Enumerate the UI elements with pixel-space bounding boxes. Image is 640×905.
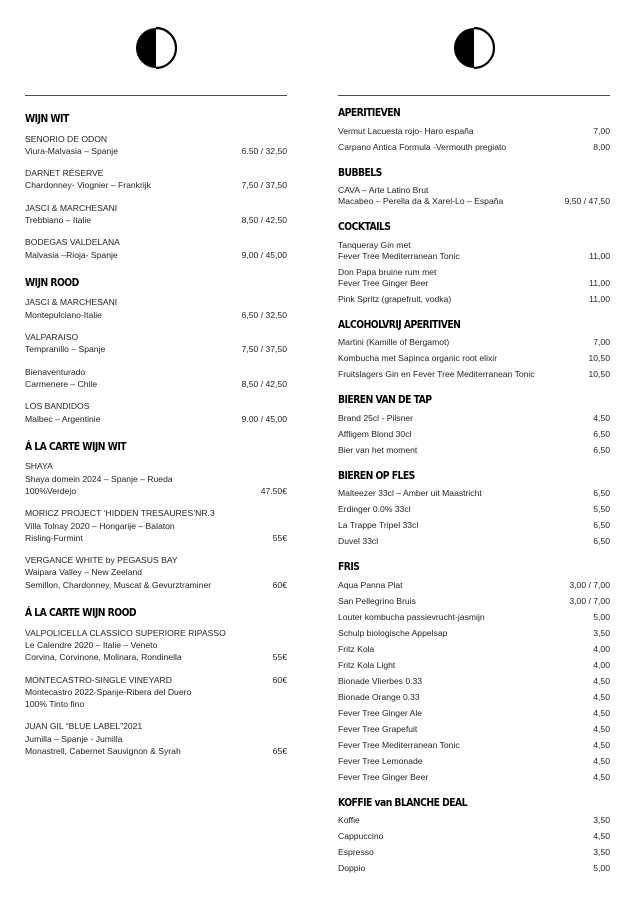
menu-item-price: 3,00 / 7,00 bbox=[569, 595, 610, 606]
menu-item-name: Louter kombucha passievrucht-jasmijn bbox=[338, 611, 485, 622]
menu-item-price: 9.00 / 45,00 bbox=[241, 413, 287, 424]
menu-item-name: Corvina, Corvinone, Molinara, Rondinella bbox=[25, 652, 182, 663]
section-items-bubbels bbox=[338, 185, 610, 207]
menu-item-price: 11,00 bbox=[589, 277, 610, 288]
menu-item-price: 7,00 bbox=[593, 125, 610, 136]
menu-item-name: Trebbiano – Italie bbox=[25, 215, 92, 226]
section-items-alcoholvrij-aperitiven bbox=[338, 337, 610, 380]
menu-item-name: Fever Tree Ginger Beer bbox=[338, 277, 429, 288]
menu-item-name: Montecastro 2022-Spanje-Ribera del Duero bbox=[25, 686, 192, 697]
menu-item-line bbox=[25, 179, 287, 191]
spacer bbox=[25, 390, 287, 400]
menu-item-price: 5,00 bbox=[593, 863, 610, 874]
section-header-bubbels: BUBBELS bbox=[338, 166, 382, 179]
menu-item-name: Fritz Kola Light bbox=[338, 659, 396, 670]
menu-item-name: Fruitslagers Gin en Fever Tree Mediterranean Tonic bbox=[338, 369, 535, 380]
menu-item-line bbox=[25, 532, 287, 544]
menu-item-line bbox=[338, 429, 610, 440]
menu-item-price: 4,50 bbox=[593, 755, 610, 766]
menu-item-line bbox=[338, 185, 610, 196]
menu-item-name: 100% Tinto fino bbox=[25, 699, 85, 710]
menu-item-line bbox=[338, 863, 610, 874]
menu-item-name: Duvel 33cl bbox=[338, 536, 379, 547]
menu-item-line bbox=[338, 337, 610, 348]
menu-item-line bbox=[338, 126, 610, 137]
menu-item-line bbox=[338, 251, 610, 262]
menu-item-name: JASCI & MARCHESANI bbox=[25, 297, 118, 308]
menu-item-price: 6,50 bbox=[593, 536, 610, 547]
section-items-aperitieven bbox=[338, 126, 610, 153]
menu-item-price: 3,50 bbox=[593, 847, 610, 858]
menu-item-name: Malvasia –Rioja- Spanje bbox=[25, 249, 118, 260]
half-filled-circle-c-logo-icon bbox=[133, 25, 179, 71]
logo-right bbox=[338, 0, 610, 95]
menu-item-name: VERGANCE WHITE by PEGASUS BAY bbox=[25, 555, 178, 566]
spacer bbox=[25, 544, 287, 554]
spacer bbox=[25, 591, 287, 608]
menu-item-name: Espresso bbox=[338, 847, 374, 858]
menu-item-line bbox=[338, 294, 610, 305]
menu-item-price: 3,00 / 7,00 bbox=[569, 579, 610, 590]
spacer bbox=[25, 192, 287, 202]
menu-item-price: 3,50 bbox=[593, 627, 610, 638]
menu-item-name: Fever Tree Mediterranean Tonic bbox=[338, 250, 460, 261]
menu-item-line bbox=[25, 413, 287, 425]
menu-item-name: DARNET RÉSERVE bbox=[25, 168, 104, 179]
menu-item-price: 6,50 bbox=[593, 444, 610, 455]
menu-item-price: 5,00 bbox=[593, 611, 610, 622]
menu-item-price: 47.50€ bbox=[260, 485, 287, 496]
menu-item-price: 6,50 / 32,50 bbox=[241, 309, 287, 320]
menu-item-price: 8,50 / 42,50 bbox=[241, 215, 287, 226]
section-items-fris bbox=[338, 580, 610, 783]
menu-item-line bbox=[338, 445, 610, 456]
menu-item-name: Macabeo – Perella da & Xarel-Lo – España bbox=[338, 196, 504, 207]
menu-item-name: Le Calendre 2020 – Italie – Veneto bbox=[25, 639, 158, 650]
menu-item-name: Cappuccino bbox=[338, 831, 384, 842]
spacer bbox=[25, 620, 287, 627]
menu-sections-right bbox=[338, 108, 610, 874]
menu-item-name: BODEGAS VALDELANA bbox=[25, 237, 120, 248]
section-header-wijn-wit: WIJN WIT bbox=[25, 113, 69, 125]
half-filled-circle-c-logo-icon bbox=[451, 25, 497, 71]
spacer bbox=[25, 321, 287, 331]
menu-item-line bbox=[338, 267, 610, 278]
menu-item-line bbox=[25, 249, 287, 261]
menu-item-line bbox=[338, 815, 610, 826]
menu-item-name: Affligem Blond 30cl bbox=[338, 428, 412, 439]
menu-item-name: Fever Tree Lemonade bbox=[338, 755, 423, 766]
spacer bbox=[25, 157, 287, 167]
menu-item-price: 7,50 / 37,50 bbox=[241, 344, 287, 355]
menu-item-line bbox=[25, 674, 287, 686]
section-header-a-la-carte-wijn-wit: Á LA CARTE WIJN WIT bbox=[25, 440, 127, 453]
section-header-alcoholvrij-aperitiven: ALCOHOLVRIJ APERITIVEN bbox=[338, 318, 461, 331]
menu-item-name: Risling-Furmint bbox=[25, 532, 83, 543]
menu-item-name: Viura-Malvasia – Spanje bbox=[25, 145, 118, 156]
menu-item-name: Malbec – Argentinie bbox=[25, 413, 101, 424]
menu-item-name: Chardonney- Viognier – Frankrijk bbox=[25, 180, 151, 191]
section-header-wijn-rood: WIJN ROOD bbox=[25, 276, 79, 289]
menu-item-name: Semillon, Chardonney, Muscat & Gevurztraminer bbox=[25, 579, 212, 590]
section-header-aperitieven: APERITIEVEN bbox=[338, 107, 401, 119]
menu-item-price: 3,50 bbox=[593, 815, 610, 826]
menu-item-line bbox=[338, 676, 610, 687]
menu-item-name: JASCI & MARCHESANI bbox=[25, 202, 118, 213]
menu-item-name: La Trappe Tripel 33cl bbox=[338, 520, 419, 531]
menu-item-price: 4,00 bbox=[593, 659, 610, 670]
menu-item-line bbox=[25, 686, 287, 698]
menu-item-name: Kombucha met Sapinca organic root elixir bbox=[338, 353, 498, 364]
menu-item-line bbox=[25, 343, 287, 355]
section-header-fris: FRIS bbox=[338, 561, 360, 574]
section-items-wijn-rood bbox=[25, 296, 287, 424]
menu-item-price: 55€ bbox=[272, 652, 287, 663]
menu-item-line bbox=[25, 296, 287, 308]
spacer bbox=[338, 380, 610, 395]
menu-item-line bbox=[25, 167, 287, 179]
menu-item-price: 6,50 bbox=[593, 488, 610, 499]
menu-item-price: 4,00 bbox=[593, 643, 610, 654]
menu-item-name: Fever Tree Grapefuit bbox=[338, 723, 418, 734]
menu-item-name: Vermut Lacuesta rojo- Haro españa bbox=[338, 125, 474, 136]
menu-item-line bbox=[25, 378, 287, 390]
menu-item-line bbox=[25, 331, 287, 343]
menu-item-price: 9,00 / 45,00 bbox=[241, 249, 287, 260]
menu-item-line bbox=[25, 460, 287, 472]
menu-item-name: JUAN GIL “BLUE LABEL”2021 bbox=[25, 721, 143, 732]
logo-left bbox=[25, 0, 287, 95]
spacer bbox=[25, 226, 287, 236]
menu-item-line bbox=[338, 756, 610, 767]
section-header-koffie-van-blanche-deal: KOFFIE van BLANCHE DEAL bbox=[338, 796, 467, 809]
menu-item-line bbox=[25, 639, 287, 651]
menu-item-name: Carpano Antica Formula -Vermouth pregiato bbox=[338, 141, 507, 152]
menu-item-price: 6,50 bbox=[593, 520, 610, 531]
menu-item-line bbox=[338, 644, 610, 655]
menu-item-name: CAVA – Arte Latino Brut bbox=[338, 185, 429, 196]
menu-item-line bbox=[25, 202, 287, 214]
menu-item-line bbox=[338, 724, 610, 735]
menu-item-line bbox=[25, 236, 287, 248]
menu-item-price: 11,00 bbox=[589, 250, 610, 261]
menu-item-line bbox=[338, 628, 610, 639]
spacer bbox=[338, 456, 610, 471]
menu-sections-left bbox=[25, 114, 287, 757]
menu-item-line bbox=[25, 214, 287, 226]
menu-item-price: 7,50 / 37,50 bbox=[241, 180, 287, 191]
spacer bbox=[25, 356, 287, 366]
section-items-koffie-van-blanche-deal bbox=[338, 815, 610, 874]
menu-item-name: Koffie bbox=[338, 815, 360, 826]
menu-item-name: Martini (Kamille of Bergamot) bbox=[338, 337, 450, 348]
menu-item-line bbox=[25, 485, 287, 497]
menu-item-name: Brand 25cl - Pilsner bbox=[338, 412, 413, 423]
menu-item-name: Bionade Vlierbes 0.33 bbox=[338, 675, 423, 686]
menu-item-line bbox=[338, 504, 610, 515]
menu-item-name: 100%Verdejo bbox=[25, 485, 77, 496]
menu-item-name: MORICZ PROJECT ‘HIDDEN TRESAURES’NR.3 bbox=[25, 508, 215, 519]
spacer bbox=[25, 261, 287, 278]
menu-item-line bbox=[338, 847, 610, 858]
menu-item-price: 4,50 bbox=[593, 707, 610, 718]
menu-item-line bbox=[338, 196, 610, 207]
menu-item-price: 6,50 bbox=[593, 428, 610, 439]
menu-item-price: 55€ bbox=[272, 532, 287, 543]
menu-item-price: 9,50 / 47,50 bbox=[564, 196, 610, 207]
menu-item-name: Fever Tree Mediterranean Tonic bbox=[338, 739, 460, 750]
menu-item-price: 4,50 bbox=[593, 739, 610, 750]
menu-item-name: Schulp biologische Appelsap bbox=[338, 627, 448, 638]
menu-item-line bbox=[25, 400, 287, 412]
menu-item-line bbox=[25, 720, 287, 732]
menu-item-line bbox=[338, 278, 610, 289]
menu-item-name: Pink Spritz (grapefruit, vodka) bbox=[338, 293, 452, 304]
menu-item-name: Montepulciano-Italie bbox=[25, 309, 102, 320]
menu-item-line bbox=[338, 831, 610, 842]
menu-item-line bbox=[25, 698, 287, 710]
menu-item-line bbox=[338, 369, 610, 380]
menu-item-name: Don Papa bruine rum met bbox=[338, 266, 437, 277]
menu-item-name: Malteezer 33cl – Amber uit Maastricht bbox=[338, 488, 482, 499]
menu-item-name: Bier van het moment bbox=[338, 444, 418, 455]
menu-item-name: Shaya domein 2024 – Spanje – Rueda bbox=[25, 473, 173, 484]
section-items-bieren-op-fles bbox=[338, 488, 610, 547]
menu-item-line bbox=[338, 612, 610, 623]
section-header-bieren-van-de-tap: BIEREN VAN DE TAP bbox=[338, 394, 432, 407]
section-header-bieren-op-fles: BIEREN OP FLES bbox=[338, 469, 415, 482]
menu-item-line bbox=[25, 627, 287, 639]
spacer bbox=[25, 710, 287, 720]
menu-item-name: Jumilla – Spanje - Jumilla bbox=[25, 733, 123, 744]
menu-item-name: Villa Tolnay 2020 – Hongarije – Balaton bbox=[25, 520, 175, 531]
menu-item-line bbox=[25, 745, 287, 757]
spacer bbox=[25, 126, 287, 133]
spacer bbox=[25, 664, 287, 674]
menu-item-line bbox=[338, 692, 610, 703]
menu-item-name: MONTECASTRO-SINGLE VINEYARD bbox=[25, 674, 172, 685]
menu-item-name: Doppio bbox=[338, 863, 366, 874]
section-items-cocktails bbox=[338, 240, 610, 305]
menu-item-price: 7,00 bbox=[593, 337, 610, 348]
menu-column-right bbox=[320, 0, 640, 905]
spacer bbox=[25, 453, 287, 460]
spacer bbox=[338, 153, 610, 168]
spacer bbox=[25, 425, 287, 442]
menu-item-price: 60€ bbox=[272, 579, 287, 590]
menu-item-name: Tempranillo – Spanje bbox=[25, 344, 106, 355]
menu-item-line bbox=[338, 660, 610, 671]
menu-item-name: San Pellegrino Bruis bbox=[338, 595, 416, 606]
spacer bbox=[338, 547, 610, 562]
menu-item-line bbox=[338, 536, 610, 547]
section-header-a-la-carte-wijn-rood: Á LA CARTE WIJN ROOD bbox=[25, 607, 137, 620]
menu-item-name: Monastrell, Cabernet Sauvignon & Syrah bbox=[25, 745, 181, 756]
menu-item-price: 4,50 bbox=[593, 771, 610, 782]
menu-item-price: 4,50 bbox=[593, 675, 610, 686]
menu-item-name: Fever Tree Ginger Ale bbox=[338, 707, 423, 718]
menu-item-line bbox=[25, 366, 287, 378]
spacer bbox=[25, 497, 287, 507]
menu-item-line bbox=[25, 145, 287, 157]
menu-item-line bbox=[25, 579, 287, 591]
spacer bbox=[338, 305, 610, 320]
menu-item-line bbox=[25, 520, 287, 532]
menu-item-line bbox=[25, 507, 287, 519]
menu-item-line bbox=[25, 473, 287, 485]
menu-item-price: 8,50 / 42,50 bbox=[241, 378, 287, 389]
menu-item-name: SHAYA bbox=[25, 461, 53, 472]
spacer bbox=[25, 289, 287, 296]
menu-item-line bbox=[338, 740, 610, 751]
menu-item-price: 4,50 bbox=[593, 831, 610, 842]
menu-item-price: 8,00 bbox=[593, 141, 610, 152]
menu-item-line bbox=[338, 142, 610, 153]
section-items-bieren-van-de-tap bbox=[338, 413, 610, 456]
menu-item-line bbox=[338, 580, 610, 591]
menu-item-line bbox=[338, 596, 610, 607]
menu-item-line bbox=[25, 309, 287, 321]
menu-item-price: 5,50 bbox=[593, 504, 610, 515]
menu-item-price: 11,00 bbox=[589, 293, 610, 304]
menu-item-name: Erdinger 0.0% 33cl bbox=[338, 504, 411, 515]
menu-item-name: Fever Tree Ginger Beer bbox=[338, 771, 429, 782]
menu-item-line bbox=[338, 413, 610, 424]
spacer bbox=[338, 783, 610, 798]
menu-item-line bbox=[338, 488, 610, 499]
menu-item-name: Aqua Panna Plat bbox=[338, 579, 403, 590]
menu-item-name: LOS BANDIDOS bbox=[25, 401, 90, 412]
menu-item-price: 4,50 bbox=[593, 412, 610, 423]
menu-item-price: 65€ bbox=[272, 745, 287, 756]
menu-item-line bbox=[25, 566, 287, 578]
menu-item-line bbox=[25, 554, 287, 566]
menu-item-name: VALPOLICELLA CLASSICO SUPERIORE RIPASSO bbox=[25, 627, 226, 638]
menu-item-line bbox=[338, 520, 610, 531]
menu-item-name: SENORIO DE ODON bbox=[25, 133, 108, 144]
menu-item-line bbox=[338, 708, 610, 719]
menu-item-line bbox=[25, 733, 287, 745]
spacer bbox=[338, 207, 610, 222]
menu-item-price: 4,50 bbox=[593, 691, 610, 702]
section-items-a-la-carte-wijn-wit bbox=[25, 460, 287, 591]
section-items-wijn-wit bbox=[25, 133, 287, 261]
menu-item-name: VALPARAISO bbox=[25, 332, 79, 343]
menu-item-price: 6.50 / 32,50 bbox=[241, 145, 287, 156]
menu-item-line bbox=[338, 353, 610, 364]
menu-item-name: Carmenere – Chile bbox=[25, 378, 98, 389]
menu-item-price: 4,50 bbox=[593, 723, 610, 734]
menu-item-name: Bionade Orange 0.33 bbox=[338, 691, 420, 702]
menu-item-name: Fritz Kola bbox=[338, 643, 375, 654]
menu-item-line bbox=[338, 240, 610, 251]
menu-item-name: Waipara Valley – New Zeeland bbox=[25, 567, 143, 578]
menu-item-line bbox=[25, 133, 287, 145]
menu-item-price: 60€ bbox=[272, 674, 287, 685]
menu-item-price: 10,50 bbox=[588, 353, 610, 364]
menu-item-price: 10,50 bbox=[588, 369, 610, 380]
menu-item-line bbox=[25, 651, 287, 663]
section-items-a-la-carte-wijn-rood bbox=[25, 627, 287, 758]
menu-item-name: Tanqueray Gin met bbox=[338, 239, 411, 250]
section-header-cocktails: COCKTAILS bbox=[338, 221, 391, 234]
menu-item-line bbox=[338, 772, 610, 783]
menu-item-name: Bienaventurado bbox=[25, 366, 86, 377]
